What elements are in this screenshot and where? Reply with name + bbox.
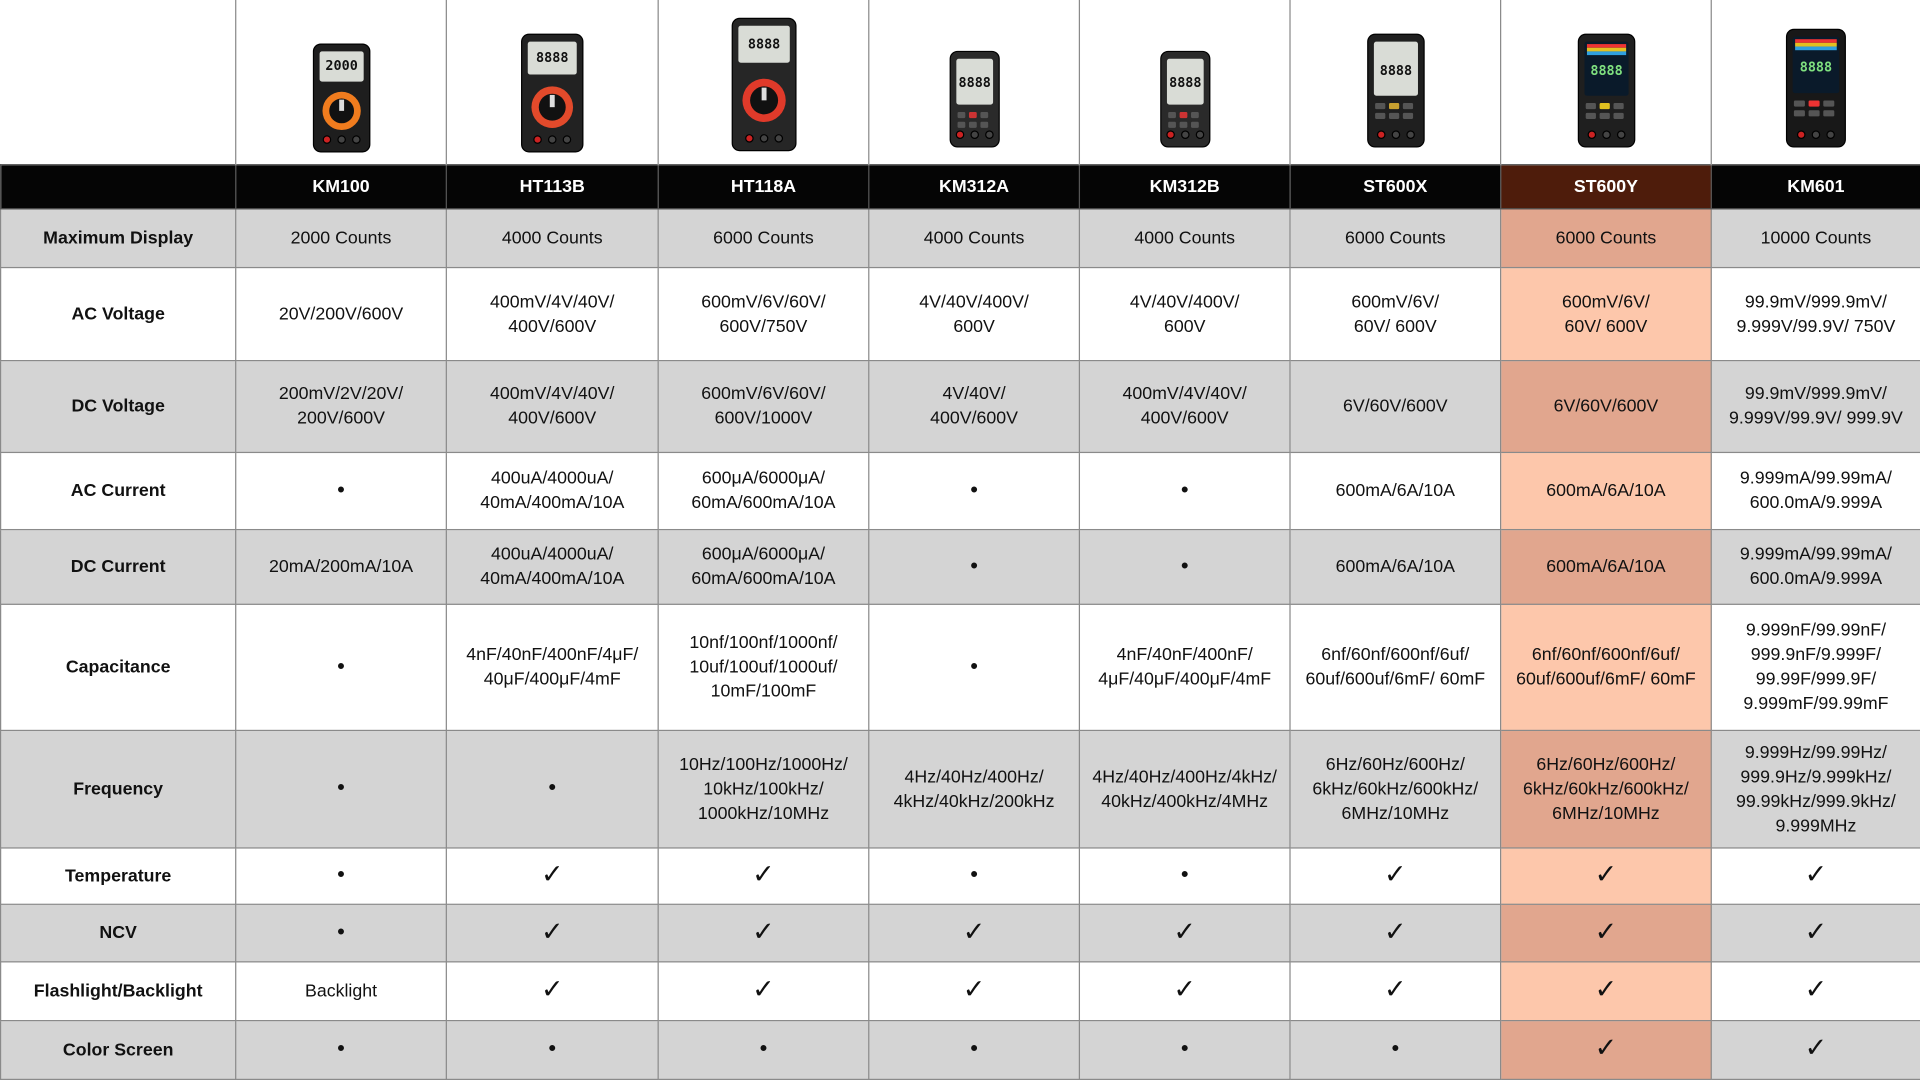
spec-cell <box>236 604 447 730</box>
spec-cell <box>1501 361 1712 453</box>
dot-icon: • <box>970 1035 978 1061</box>
dot-icon: • <box>337 775 345 800</box>
spec-value: 4000 Counts <box>501 228 603 248</box>
model-header-row <box>1 165 1920 209</box>
spec-cell <box>446 730 658 848</box>
spec-cell <box>1290 604 1501 730</box>
model-name-ht113b: HT113B <box>446 165 658 209</box>
dot-icon: • <box>1180 476 1189 502</box>
spec-value: 600mV/6V/60V/ 600V/750V <box>701 292 826 337</box>
spec-cell <box>1501 604 1712 730</box>
spec-label: Capacitance <box>1 604 236 730</box>
spec-value: 4V/40V/400V/ 600V <box>1129 292 1240 337</box>
spec-cell <box>869 452 1080 529</box>
multimeter-image-km601 <box>1742 0 1889 157</box>
spec-value: 6000 Counts <box>1344 228 1446 248</box>
spec-cell <box>1711 268 1920 361</box>
spec-label: Flashlight/Backlight <box>1 962 236 1021</box>
spec-cell <box>1711 1021 1920 1080</box>
multimeter-image-ht113b <box>479 0 626 157</box>
spec-cell <box>1290 730 1501 848</box>
dot-icon: • <box>970 653 978 678</box>
spec-cell <box>1711 730 1920 848</box>
dot-icon: • <box>1180 1035 1189 1061</box>
product-image-cell <box>446 0 658 165</box>
spec-label: Color Screen <box>1 1021 236 1080</box>
check-mark-icon: ✓ <box>962 916 986 948</box>
spec-cell <box>1079 604 1290 730</box>
model-name-st600y: ST600Y <box>1501 165 1712 209</box>
dot-icon: • <box>1180 552 1189 578</box>
spec-label: Temperature <box>1 848 236 904</box>
spec-value: 99.9mV/999.9mV/ 9.999V/99.9V/ 750V <box>1736 292 1896 337</box>
dot-icon: • <box>1391 1035 1400 1061</box>
spec-cell <box>658 962 869 1021</box>
product-image-cell <box>1290 0 1501 165</box>
spec-cell <box>1290 209 1501 268</box>
multimeter-image-km312b <box>1111 0 1258 157</box>
spec-value: 6Hz/60Hz/600Hz/ 6kHz/60kHz/600kHz/ 6MHz/10MHz <box>1523 754 1689 824</box>
spec-value: 600μA/6000μA/ 60mA/600mA/10A <box>691 544 836 589</box>
spec-cell <box>446 1021 658 1080</box>
spec-cell <box>1711 962 1920 1021</box>
spec-cell <box>1290 452 1501 529</box>
check-mark-icon: ✓ <box>962 974 986 1006</box>
device-screen-reading: 8888 <box>1379 64 1412 80</box>
spec-cell <box>446 530 658 605</box>
check-mark-icon: ✓ <box>1594 974 1618 1006</box>
spec-value: 400mV/4V/40V/ 400V/600V <box>1122 384 1247 429</box>
multimeter-image-ht118a <box>690 0 837 157</box>
model-name-st600x: ST600X <box>1290 165 1501 209</box>
model-name-km100: KM100 <box>236 165 447 209</box>
spec-cell <box>236 962 447 1021</box>
spec-value: 4000 Counts <box>923 228 1025 248</box>
spec-value: 6000 Counts <box>1555 228 1657 248</box>
spec-cell <box>446 268 658 361</box>
spec-value: 6000 Counts <box>713 228 814 248</box>
model-name-km312b: KM312B <box>1079 165 1290 209</box>
spec-cell <box>869 604 1080 730</box>
spec-value: 600mA/6A/10A <box>1335 557 1456 577</box>
spec-value: 4Hz/40Hz/400Hz/ 4kHz/40kHz/200kHz <box>893 767 1055 812</box>
spec-value: 6nf/60nf/600nf/6uf/ 60uf/600uf/6mF/ 60mF <box>1516 645 1696 690</box>
spec-value: 400uA/4000uA/ 40mA/400mA/10A <box>480 544 625 589</box>
model-name-km312a: KM312A <box>869 165 1080 209</box>
spec-cell <box>236 268 447 361</box>
spec-value: 9.999mA/99.99mA/ 600.0mA/9.999A <box>1739 468 1892 514</box>
spec-cell <box>658 604 869 730</box>
spec-value: 20V/200V/600V <box>278 304 404 324</box>
spec-cell <box>1501 452 1712 529</box>
spec-cell <box>1501 530 1712 605</box>
spec-value: 6nf/60nf/600nf/6uf/ 60uf/600uf/6mF/ 60mF <box>1305 645 1486 690</box>
spec-cell <box>1711 209 1920 268</box>
product-image-cell <box>236 0 447 165</box>
spec-value: 600mA/6A/10A <box>1546 481 1666 501</box>
check-mark-icon: ✓ <box>1173 974 1196 1006</box>
dot-icon: • <box>337 1035 345 1061</box>
product-image-row <box>1 0 1920 165</box>
spec-value: 4V/40V/ 400V/600V <box>930 384 1019 429</box>
spec-value: 200mV/2V/20V/ 200V/600V <box>278 384 404 429</box>
check-mark-icon: ✓ <box>752 974 775 1006</box>
spec-cell <box>869 730 1080 848</box>
spec-cell <box>1079 1021 1290 1080</box>
dot-icon: • <box>337 653 345 678</box>
check-mark-icon: ✓ <box>752 859 775 891</box>
spec-cell <box>236 904 447 962</box>
spec-row-temperature <box>1 848 1920 904</box>
spec-cell <box>1290 962 1501 1021</box>
product-image-cell <box>869 0 1080 165</box>
spec-row-color-screen <box>1 1021 1920 1080</box>
spec-cell <box>1501 209 1712 268</box>
spec-value: 99.9mV/999.9mV/ 9.999V/99.9V/ 999.9V <box>1729 384 1903 429</box>
spec-cell <box>236 848 447 904</box>
spec-label: Frequency <box>1 730 236 848</box>
check-mark-icon: ✓ <box>540 974 564 1006</box>
spec-cell <box>869 530 1080 605</box>
check-mark-icon: ✓ <box>752 916 775 948</box>
spec-cell <box>1290 904 1501 962</box>
spec-label: NCV <box>1 904 236 962</box>
spec-value: 400uA/4000uA/ 40mA/400mA/10A <box>480 468 625 514</box>
spec-cell <box>1290 268 1501 361</box>
spec-cell <box>658 361 869 453</box>
spec-cell <box>658 530 869 605</box>
spec-cell <box>869 1021 1080 1080</box>
spec-row-ac-voltage <box>1 268 1920 361</box>
spec-cell <box>869 209 1080 268</box>
product-image-cell <box>1711 0 1920 165</box>
spec-value: 10nf/100nf/1000nf/ 10uf/100uf/1000uf/ 10mF/100mF <box>689 633 838 702</box>
spec-cell <box>1501 1021 1712 1080</box>
spec-cell <box>1711 904 1920 962</box>
dot-icon: • <box>337 476 345 502</box>
spec-cell <box>446 848 658 904</box>
spec-value: 600μA/6000μA/ 60mA/600mA/10A <box>691 468 836 514</box>
spec-label: Maximum Display <box>1 209 236 268</box>
device-screen-reading: 2000 <box>324 59 358 75</box>
check-mark-icon: ✓ <box>1384 974 1407 1006</box>
spec-cell <box>1711 530 1920 605</box>
spec-cell <box>658 904 869 962</box>
multimeter-image-km100 <box>268 0 415 157</box>
spec-cell <box>1079 730 1290 848</box>
spec-cell <box>446 904 658 962</box>
spec-value: 4nF/40nF/400nF/4μF/ 40μF/400μF/4mF <box>466 645 639 690</box>
spec-value: 600mV/6V/ 60V/ 600V <box>1562 292 1650 337</box>
spec-cell <box>1501 962 1712 1021</box>
dot-icon: • <box>548 775 557 800</box>
header-corner-cell <box>1 165 236 209</box>
spec-cell <box>1290 1021 1501 1080</box>
spec-cell <box>658 209 869 268</box>
spec-row-maximum-display <box>1 209 1920 268</box>
spec-cell <box>1079 452 1290 529</box>
spec-cell <box>446 604 658 730</box>
spec-row-dc-voltage <box>1 361 1920 453</box>
dot-icon: • <box>337 862 345 887</box>
spec-row-dc-current <box>1 530 1920 605</box>
check-mark-icon: ✓ <box>1804 1033 1828 1065</box>
spec-cell <box>1711 452 1920 529</box>
spec-label: AC Voltage <box>1 268 236 361</box>
spec-label: DC Current <box>1 530 236 605</box>
dot-icon: • <box>759 1035 768 1061</box>
spec-cell <box>236 530 447 605</box>
spec-cell <box>236 730 447 848</box>
spec-row-capacitance <box>1 604 1920 730</box>
device-screen-reading: 8888 <box>1799 60 1833 76</box>
dot-icon: • <box>970 552 978 578</box>
spec-cell <box>658 730 869 848</box>
spec-value: 10Hz/100Hz/1000Hz/ 10kHz/100kHz/ 1000kHz/10MHz <box>679 754 848 824</box>
spec-cell <box>446 452 658 529</box>
spec-value: 10000 Counts <box>1760 228 1872 248</box>
multimeter-image-st600x <box>1322 0 1469 157</box>
check-mark-icon: ✓ <box>1384 916 1407 948</box>
device-screen-reading: 8888 <box>1589 64 1623 80</box>
spec-cell <box>658 848 869 904</box>
model-name-km601: KM601 <box>1711 165 1920 209</box>
spec-value: 20mA/200mA/10A <box>268 557 414 577</box>
spec-cell <box>1290 361 1501 453</box>
device-screen-reading: 8888 <box>1168 76 1201 92</box>
product-image-cell <box>658 0 869 165</box>
spec-value: 6V/60V/600V <box>1342 396 1448 417</box>
spec-cell <box>1079 209 1290 268</box>
dot-icon: • <box>970 862 978 887</box>
spec-value: 9.999Hz/99.99Hz/ 999.9Hz/9.999kHz/ 99.99kHz/999.9kHz/ 9.999MHz <box>1735 742 1896 836</box>
multimeter-image-st600y <box>1532 0 1679 157</box>
check-mark-icon: ✓ <box>1384 859 1407 891</box>
check-mark-icon: ✓ <box>540 916 564 948</box>
spec-value: 9.999mA/99.99mA/ 600.0mA/9.999A <box>1739 544 1892 589</box>
spec-value: 4Hz/40Hz/400Hz/4kHz/ 40kHz/400kHz/4MHz <box>1092 767 1277 812</box>
corner-cell <box>1 0 236 165</box>
spec-cell <box>869 268 1080 361</box>
spec-value: 4V/40V/400V/ 600V <box>919 292 1029 337</box>
dot-icon: • <box>337 918 345 944</box>
check-mark-icon: ✓ <box>1594 916 1618 948</box>
spec-cell <box>658 1021 869 1080</box>
spec-value: 6V/60V/600V <box>1553 396 1659 417</box>
spec-cell <box>1501 730 1712 848</box>
product-image-cell <box>1079 0 1290 165</box>
check-mark-icon: ✓ <box>1594 1033 1618 1065</box>
check-mark-icon: ✓ <box>1804 859 1828 891</box>
spec-cell <box>658 268 869 361</box>
spec-cell <box>869 904 1080 962</box>
spec-cell <box>1711 848 1920 904</box>
dot-icon: • <box>970 476 978 502</box>
spec-cell <box>446 962 658 1021</box>
spec-value: 4nF/40nF/400nF/ 4μF/40μF/400μF/4mF <box>1098 645 1272 690</box>
spec-cell <box>236 361 447 453</box>
check-mark-icon: ✓ <box>1804 916 1828 948</box>
spec-label: DC Voltage <box>1 361 236 453</box>
spec-value: 600mV/6V/60V/ 600V/1000V <box>701 384 826 429</box>
spec-cell <box>1501 904 1712 962</box>
spec-value: 600mV/6V/ 60V/ 600V <box>1351 292 1440 337</box>
spec-cell <box>1501 268 1712 361</box>
model-name-ht118a: HT118A <box>658 165 869 209</box>
check-mark-icon: ✓ <box>1173 916 1196 948</box>
spec-label: AC Current <box>1 452 236 529</box>
device-screen-reading: 8888 <box>747 37 780 53</box>
product-image-cell <box>1501 0 1712 165</box>
multimeter-image-km312a <box>901 0 1048 157</box>
device-screen-reading: 8888 <box>536 51 569 67</box>
spec-row-ncv <box>1 904 1920 962</box>
spec-value: Backlight <box>304 981 378 1002</box>
spec-row-flashlight-backlight <box>1 962 1920 1021</box>
dot-icon: • <box>548 1035 557 1061</box>
spec-cell <box>446 209 658 268</box>
spec-cell <box>869 361 1080 453</box>
spec-row-ac-current <box>1 452 1920 529</box>
spec-value: 600mA/6A/10A <box>1335 481 1456 501</box>
check-mark-icon: ✓ <box>540 859 564 891</box>
dot-icon: • <box>1180 862 1189 887</box>
spec-cell <box>1501 848 1712 904</box>
check-mark-icon: ✓ <box>1594 859 1618 891</box>
device-screen-reading: 8888 <box>957 76 991 92</box>
spec-value: 2000 Counts <box>290 228 392 248</box>
spec-cell <box>236 452 447 529</box>
spec-cell <box>1079 268 1290 361</box>
spec-cell <box>1290 848 1501 904</box>
spec-value: 4000 Counts <box>1134 228 1236 248</box>
spec-cell <box>1079 361 1290 453</box>
spec-cell <box>1711 604 1920 730</box>
spec-cell <box>236 1021 447 1080</box>
check-mark-icon: ✓ <box>1804 974 1828 1006</box>
spec-cell <box>869 848 1080 904</box>
spec-cell <box>869 962 1080 1021</box>
spec-cell <box>658 452 869 529</box>
spec-cell <box>1711 361 1920 453</box>
spec-cell <box>236 209 447 268</box>
spec-cell <box>1290 530 1501 605</box>
spec-value: 6Hz/60Hz/600Hz/ 6kHz/60kHz/600kHz/ 6MHz/10MHz <box>1312 754 1479 824</box>
spec-cell <box>1079 848 1290 904</box>
spec-value: 9.999nF/99.99nF/ 999.9nF/9.999F/ 99.99F/999.9F/ 9.999mF/99.99mF <box>1743 620 1889 714</box>
spec-value: 400mV/4V/40V/ 400V/600V <box>490 384 615 429</box>
spec-cell <box>446 361 658 453</box>
spec-cell <box>1079 530 1290 605</box>
spec-row-frequency <box>1 730 1920 848</box>
spec-cell <box>1079 962 1290 1021</box>
spec-value: 400mV/4V/40V/ 400V/600V <box>490 292 615 337</box>
spec-value: 600mA/6A/10A <box>1546 557 1666 577</box>
spec-cell <box>1079 904 1290 962</box>
